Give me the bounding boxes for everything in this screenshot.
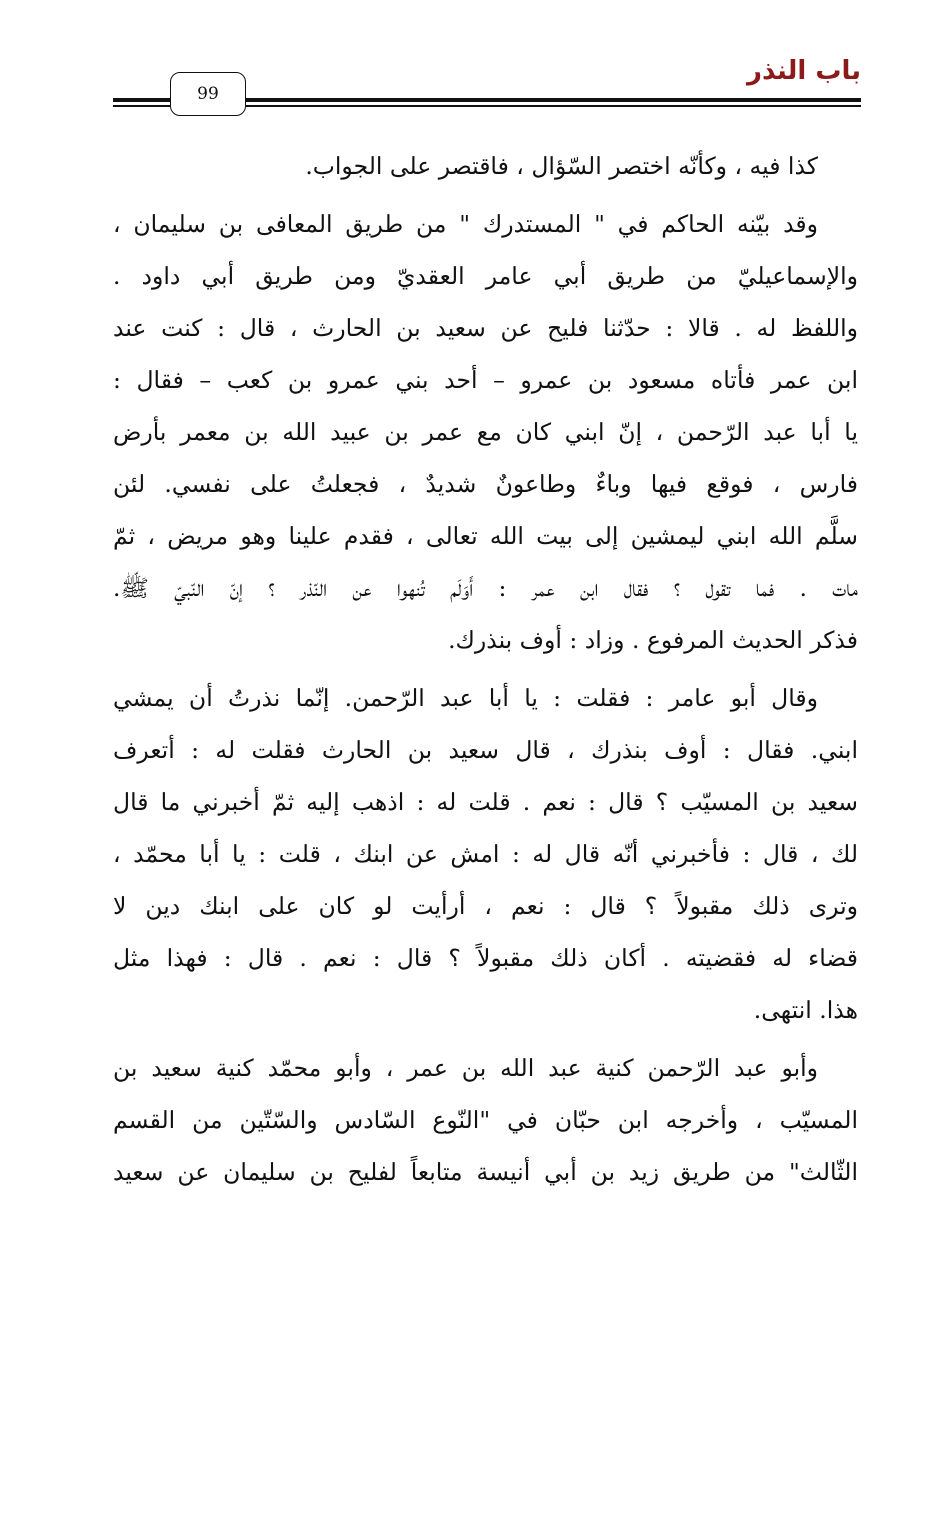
text-line: فارس ، فوقع فيها وباءٌ وطاعونٌ شديدٌ ، فجعلتُ على نفسي. لئن	[113, 470, 858, 498]
text-line: فذكر الحديث المرفوع . وزاد : أوف بنذرك.	[448, 626, 858, 654]
text-line: سعيد بن المسيّب ؟ قال : نعم . قلت له : اذهب إليه ثمّ أخبرني ما قال	[113, 788, 858, 816]
text-line: سلَّم الله ابني ليمشين إلى بيت الله تعالى ، فقدم علينا وهو مريض ، ثمّ	[113, 522, 858, 550]
text-line: ابني. فقال : أوف بنذرك ، قال سعيد بن الحارث فقلت له : أتعرف	[113, 736, 858, 764]
page-header	[0, 0, 945, 130]
text-line: الثّالث" من طريق زيد بن أبي أنيسة متابعاً لفليح بن سليمان عن سعيد	[113, 1158, 858, 1186]
text-line: وقال أبو عامر : فقلت : يا أبا عبد الرّحمن. إنّما نذرتُ أن يمشي	[113, 684, 818, 712]
page-number: 99	[170, 72, 246, 116]
text-line: هذا. انتهى.	[753, 996, 858, 1024]
text-line: المسيّب ، وأخرجه ابن حبّان في "النّوع السّادس والسّتّين من القسم	[113, 1106, 858, 1134]
chapter-title: باب النذر	[747, 56, 861, 86]
text-line: مات . فما تقول ؟ فقال ابن عمر : أَوَلَم تُنهوا عن النّذر ؟ إنّ النّبيّ ﷺ.	[113, 574, 858, 602]
text-line: يا أبا عبد الرّحمن ، إنّ ابني كان مع عمر بن عبيد الله بن معمر بأرض	[113, 418, 858, 446]
text-line: وقد بيّنه الحاكم في " المستدرك " من طريق المعافى بن سليمان ،	[113, 210, 818, 238]
text-line: لك ، قال : فأخبرني أنّه قال له : امش عن ابنك ، قلت : يا أبا محمّد ،	[113, 840, 858, 868]
text-line: واللفظ له . قالا : حدّثنا فليح عن سعيد بن الحارث ، قال : كنت عند	[113, 314, 858, 342]
text-line: وأبو عبد الرّحمن كنية عبد الله بن عمر ، وأبو محمّد كنية سعيد بن	[113, 1054, 818, 1082]
text-line: والإسماعيليّ من طريق أبي عامر العقديّ ومن طريق أبي داود .	[113, 262, 858, 290]
text-line: وترى ذلك مقبولاً ؟ قال : نعم ، أرأيت لو كان على ابنك دين لا	[113, 892, 858, 920]
text-line: ابن عمر فأتاه مسعود بن عمرو – أحد بني عمرو بن كعب – فقال :	[113, 366, 858, 394]
text-line: قضاء له فقضيته . أكان ذلك مقبولاً ؟ قال : نعم . قال : فهذا مثل	[113, 944, 858, 972]
text-line: كذا فيه ، وكأنّه اختصر السّؤال ، فاقتصر على الجواب.	[305, 152, 818, 180]
body-text	[113, 140, 858, 1198]
